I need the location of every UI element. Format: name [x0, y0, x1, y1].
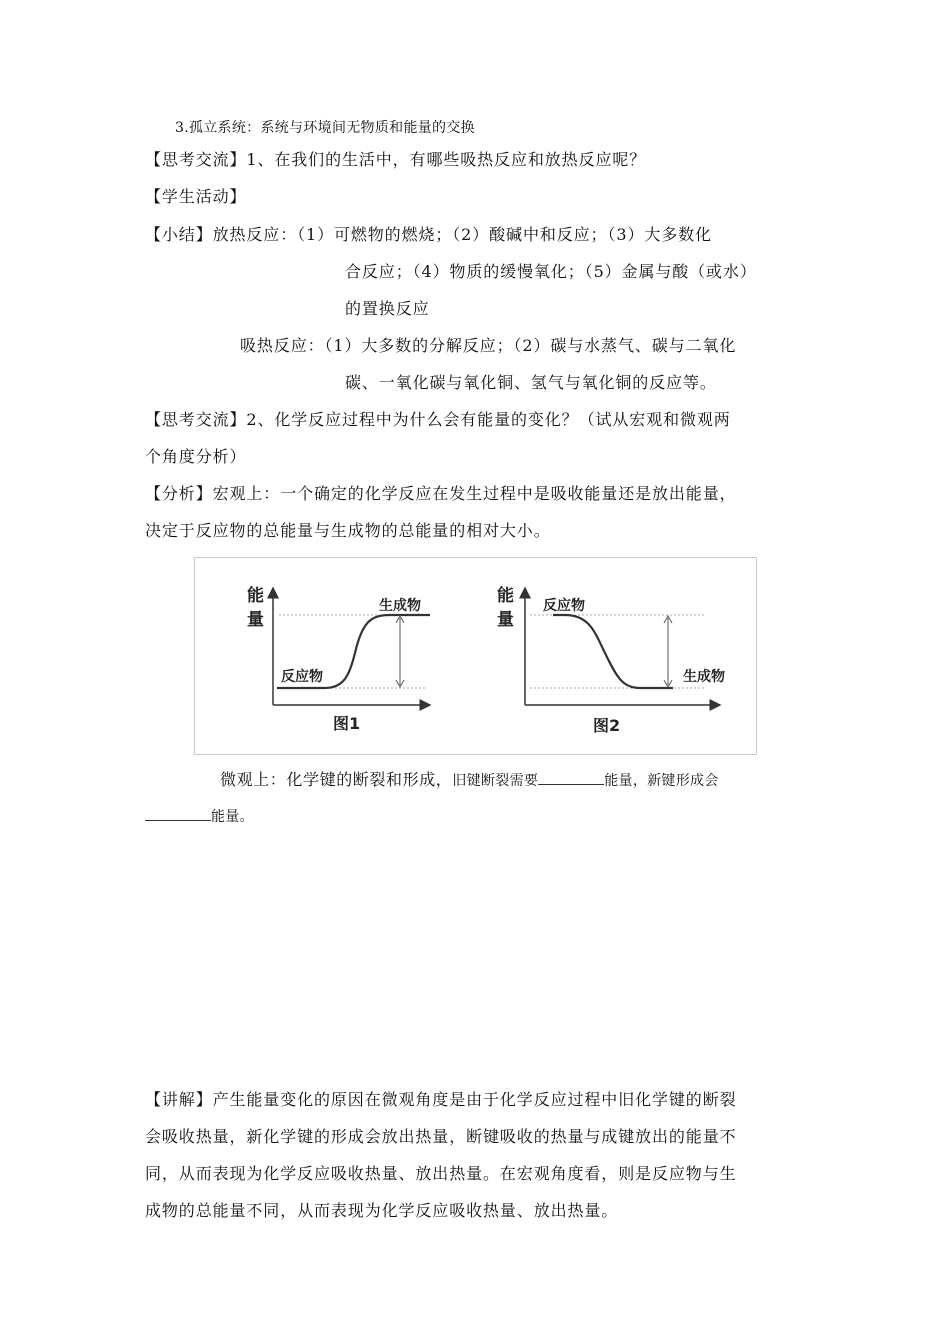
micro-end: 能量。	[211, 809, 254, 825]
line-student-activity: 【学生活动】	[145, 187, 247, 206]
fig2-energy-curve	[553, 615, 673, 688]
fig2-high-label: 反应物	[543, 598, 585, 614]
line-analysis-2: 决定于反应物的总能量与生成物的总能量的相对大小。	[145, 521, 551, 540]
line-summary-3: 的置换反应	[345, 299, 430, 318]
micro-break: 旧键断裂需要	[452, 773, 539, 789]
line-think-2: 【思考交流】2、化学反应过程中为什么会有能量的变化？（试从宏观和微观两	[145, 410, 731, 429]
fig2-caption: 图2	[593, 716, 621, 735]
fig1-caption: 图1	[333, 714, 361, 733]
line-analysis-1: 【分析】宏观上：一个确定的化学反应在发生过程中是吸收能量还是放出能量，	[145, 484, 737, 503]
line-think-1: 【思考交流】1、在我们的生活中，有哪些吸热反应和放热反应呢？	[145, 150, 647, 169]
line-micro-1	[220, 770, 810, 791]
line-summary-2: 合反应；（4）物质的缓慢氧化；（5）金属与酸（或水）	[345, 262, 757, 281]
line-lecture-1: 【讲解】产生能量变化的原因在微观角度是由于化学反应过程中旧化学键的断裂	[145, 1090, 737, 1109]
fig2-ylabel-2: 量	[497, 610, 514, 630]
blank-2[interactable]	[145, 806, 211, 821]
fig1-ylabel-2: 量	[247, 610, 264, 630]
line-endothermic-1: 吸热反应：（1）大多数的分解反应；（2）碳与水蒸气、碳与二氧化	[240, 336, 737, 355]
fig2-low-label: 生成物	[683, 669, 725, 685]
line-isolated-system: 3.孤立系统：系统与环境间无物质和能量的交换	[175, 120, 475, 136]
figure-1	[247, 585, 430, 733]
micro-form: 能量，新键形成会	[604, 773, 719, 789]
fig1-low-label: 反应物	[281, 669, 323, 685]
line-endothermic-2: 碳、一氧化碳与氧化铜、氢气与氧化铜的反应等。	[345, 373, 717, 392]
fig1-ylabel-1: 能	[247, 586, 264, 606]
fig2-ylabel-1: 能	[497, 586, 514, 606]
fig1-high-label: 生成物	[379, 598, 421, 614]
line-think-2b: 个角度分析）	[145, 447, 247, 466]
energy-diagram-svg	[195, 558, 758, 756]
line-micro-2	[145, 806, 810, 827]
line-lecture-4: 成物的总能量不同，从而表现为化学反应吸收热量、放出热量。	[145, 1201, 619, 1220]
micro-intro: 微观上：化学键的断裂和形成，	[220, 770, 453, 789]
line-lecture-2: 会吸收热量，新化学键的形成会放出热量，断键吸收的热量与成键放出的能量不	[145, 1127, 737, 1146]
blank-1[interactable]	[538, 770, 604, 785]
line-summary-1: 【小结】放热反应：（1）可燃物的燃烧；（2）酸碱中和反应；（3）大多数化	[145, 225, 712, 244]
figure-2	[497, 585, 725, 735]
line-lecture-3: 同，从而表现为化学反应吸收热量、放出热量。在宏观角度看，则是反应物与生	[145, 1164, 737, 1183]
energy-figures	[194, 557, 757, 755]
